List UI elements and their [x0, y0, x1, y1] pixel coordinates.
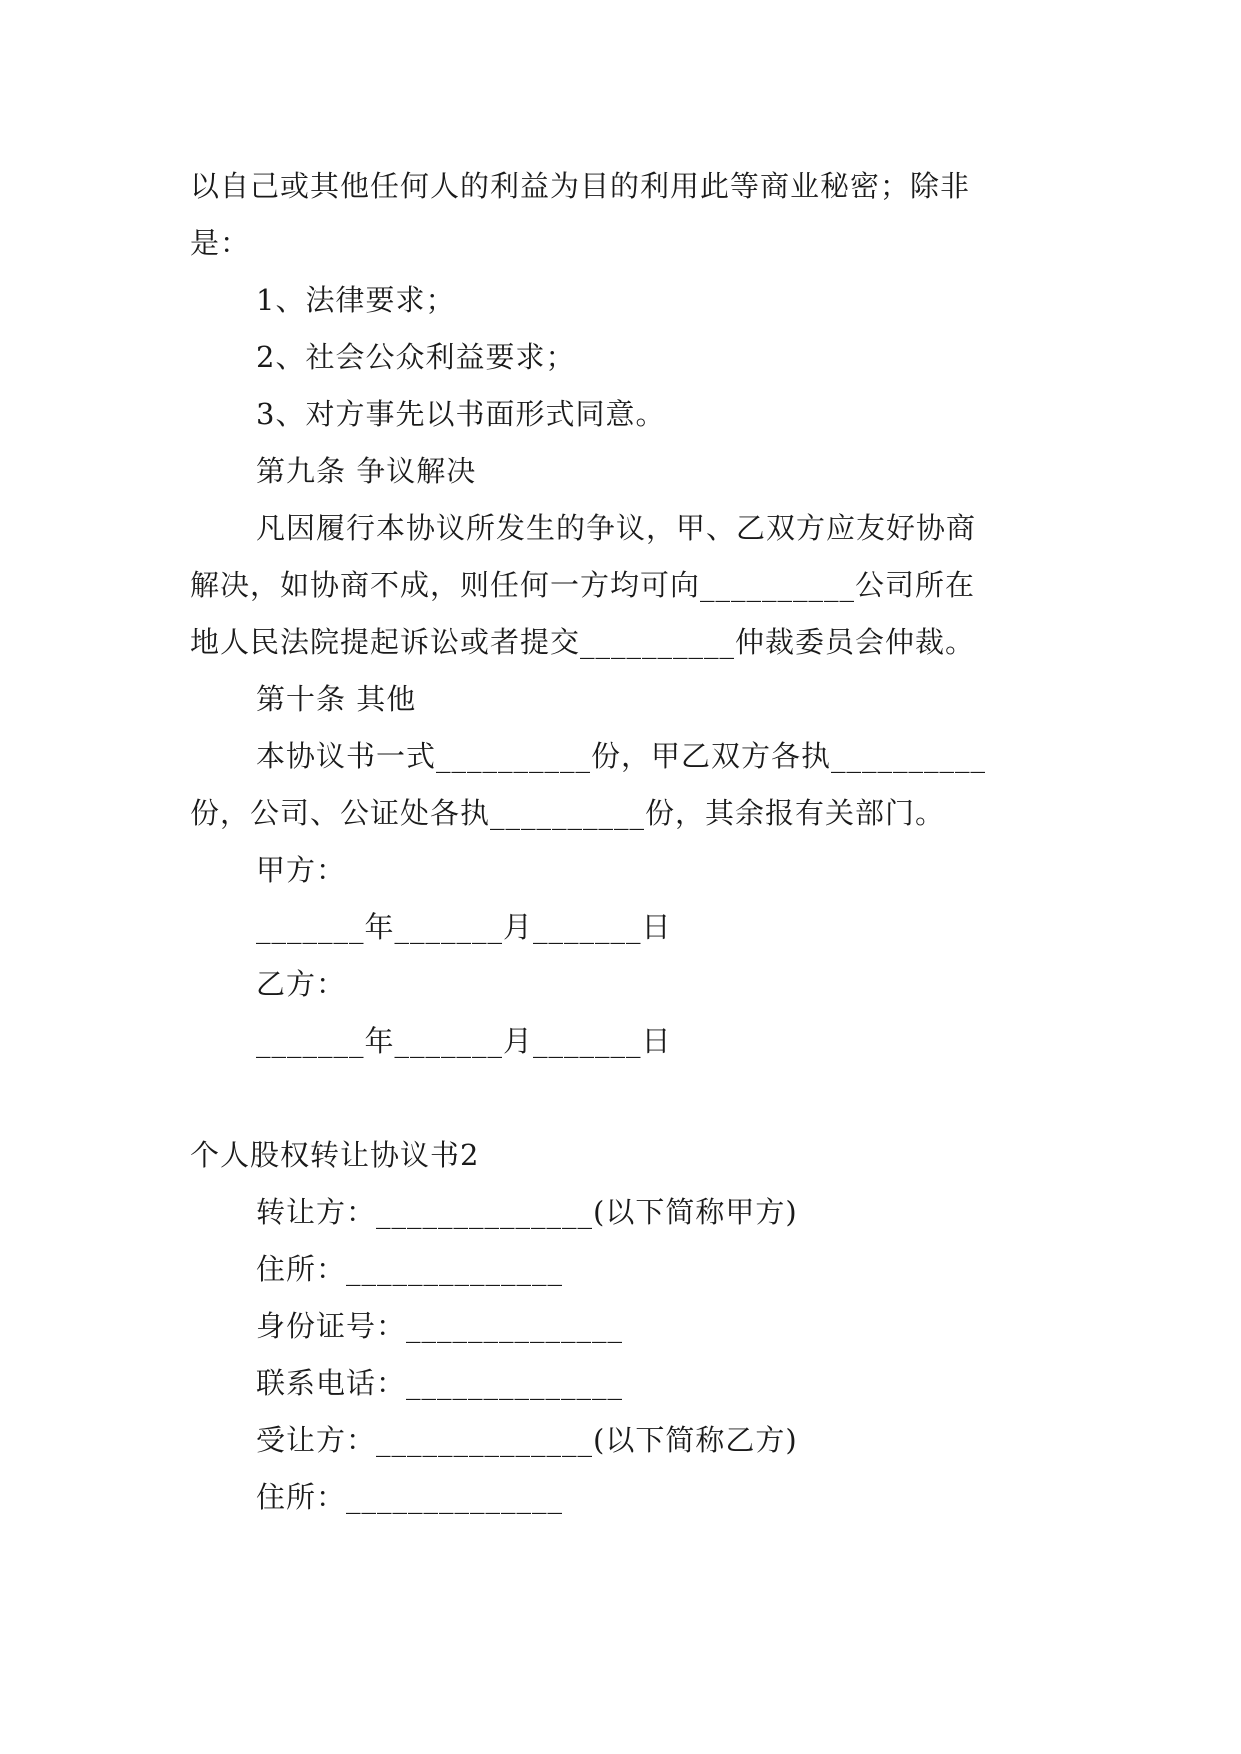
list-item: 3、对方事先以书面形式同意。: [256, 397, 666, 431]
party-a-label: 甲方：: [256, 853, 347, 887]
phone-field: 联系电话：______________: [256, 1366, 624, 1400]
paragraph-line: 以自己或其他任何人的利益为目的利用此等商业秘密；除非: [190, 169, 971, 203]
section-heading: 第十条 其他: [256, 682, 417, 716]
id-number-field: 身份证号：______________: [256, 1309, 624, 1343]
paragraph-line: 本协议书一式__________份，甲乙双方各执__________: [256, 739, 987, 773]
list-item: 1、法律要求；: [256, 283, 456, 317]
party-b-label: 乙方：: [256, 967, 347, 1001]
transferee-field: 受让方：______________(以下简称乙方): [256, 1423, 798, 1457]
paragraph-line: 份，公司、公证处各执__________份，其余报有关部门。: [190, 796, 946, 830]
address-field: 住所：______________: [256, 1252, 564, 1286]
paragraph-line: 地人民法院提起诉讼或者提交__________仲裁委员会仲裁。: [190, 625, 976, 659]
date-line: _______年_______月_______日: [256, 1024, 672, 1058]
transferor-field: 转让方：______________(以下简称甲方): [256, 1195, 798, 1229]
paragraph-line: 是：: [190, 226, 251, 260]
document-title: 个人股权转让协议书2: [190, 1138, 480, 1172]
paragraph-line: 解决，如协商不成，则任何一方均可向__________公司所在: [190, 568, 976, 602]
paragraph-line: 凡因履行本协议所发生的争议，甲、乙双方应友好协商: [256, 511, 977, 545]
address-field: 住所：______________: [256, 1480, 564, 1514]
date-line: _______年_______月_______日: [256, 910, 672, 944]
list-item: 2、社会公众利益要求；: [256, 340, 576, 374]
section-heading: 第九条 争议解决: [256, 454, 477, 488]
